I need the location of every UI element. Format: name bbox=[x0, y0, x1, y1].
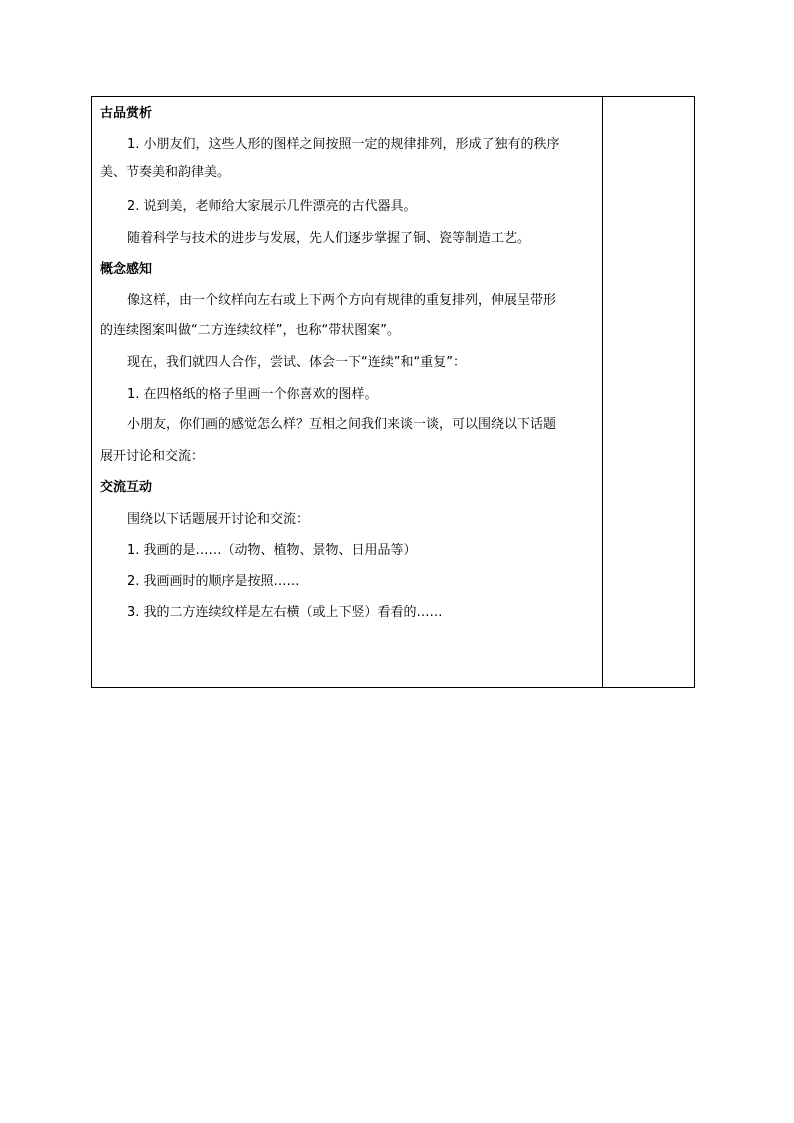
section-heading-interaction: 交流互动 bbox=[100, 480, 153, 495]
section-heading-concept: 概念感知 bbox=[100, 262, 153, 277]
paragraph-line: 1. 在四格纸的格子里画一个你喜欢的图样。 bbox=[127, 387, 378, 402]
paragraph-line: 2. 我画画时的顺序是按照…… bbox=[127, 574, 300, 589]
paragraph-line: 小朋友，你们画的感觉怎么样？互相之间我们来谈一谈，可以围绕以下话题 bbox=[127, 417, 557, 432]
section-heading-appreciation: 古品赏析 bbox=[100, 106, 153, 121]
notes-cell bbox=[603, 97, 694, 687]
paragraph-line: 展开讨论和交流： bbox=[100, 449, 205, 464]
paragraph-line: 3. 我的二方连续纹样是左右横（或上下竖）看看的…… bbox=[127, 605, 443, 620]
paragraph-line: 随着科学与技术的进步与发展，先人们逐步掌握了铜、瓷等制造工艺。 bbox=[127, 231, 531, 246]
paragraph-line: 围绕以下话题展开讨论和交流： bbox=[127, 512, 310, 527]
paragraph-line: 1. 小朋友们，这些人形的图样之间按照一定的规律排列，形成了独有的秩序 bbox=[127, 137, 560, 152]
paragraph-line: 美、节奏美和韵律美。 bbox=[100, 165, 231, 180]
paragraph-line: 的连续图案叫做“二方连续纹样”，也称“带状图案”。 bbox=[100, 323, 400, 338]
paragraph-line: 2. 说到美，老师给大家展示几件漂亮的古代器具。 bbox=[127, 199, 417, 214]
lesson-content-cell bbox=[92, 97, 602, 687]
paragraph-line: 1. 我画的是……（动物、植物、景物、日用品等） bbox=[127, 543, 417, 558]
paragraph-line: 现在，我们就四人合作，尝试、体会一下“连续”和“重复”： bbox=[127, 355, 466, 370]
paragraph-line: 像这样，由一个纹样向左右或上下两个方向有规律的重复排列，伸展呈带形 bbox=[127, 293, 557, 308]
lesson-table bbox=[91, 96, 695, 688]
